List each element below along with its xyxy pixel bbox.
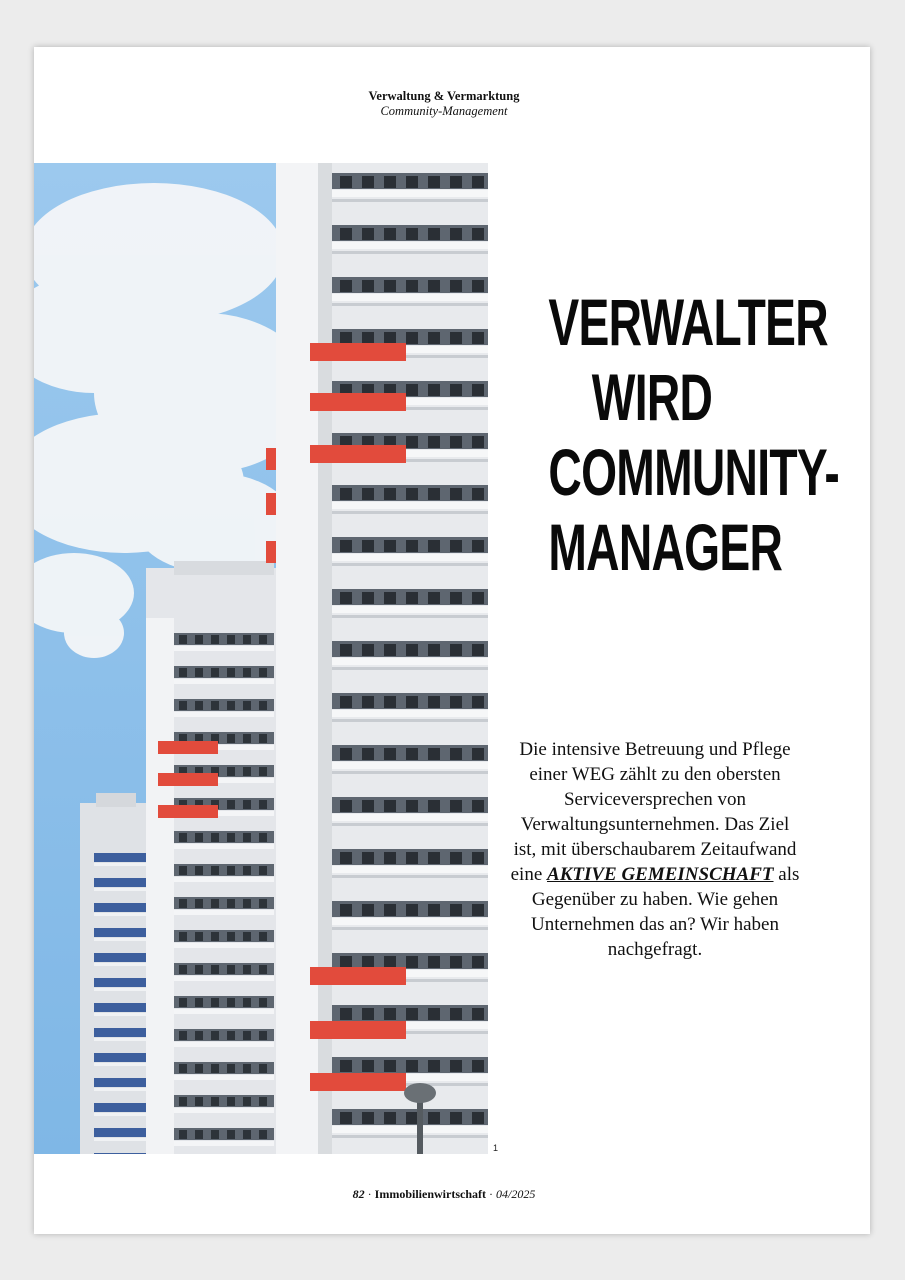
- magazine-page: [34, 47, 870, 1234]
- article-headline: [504, 285, 840, 585]
- headline-line: COMMUNITY-: [548, 435, 840, 509]
- street-lamp: [404, 1083, 436, 1103]
- section-rubric: Verwaltung & Vermarktung: [368, 89, 520, 103]
- footer-separator: ·: [367, 1187, 372, 1201]
- intro-text-start: Die intensive Betreuung und Pflege einer WEG zählt zu den obersten Serviceversprechen von Verwaltungsunternehmen. Das Ziel ist, mit überschaubarem Zeitaufwand eine: [510, 739, 797, 885]
- page-header: [34, 89, 854, 119]
- headline-line: MANAGER: [548, 510, 783, 584]
- issue-number: 04/2025: [495, 1187, 536, 1201]
- article-intro: [510, 737, 800, 962]
- section-subrubric: Community-Management: [380, 104, 508, 118]
- page-footer: [34, 1187, 854, 1202]
- intro-emphasis: AKTIVE GEMEINSCHAFT: [547, 864, 774, 885]
- headline-line: VERWALTER: [548, 285, 828, 359]
- footer-separator: ·: [488, 1187, 493, 1201]
- page-number: 82: [352, 1187, 365, 1201]
- photo-credit-marker: 1: [493, 1143, 499, 1153]
- building-photo: [34, 163, 488, 1154]
- high-rise-buildings-image: [34, 163, 488, 1154]
- intro-text-end: als Gegenüber zu haben. Wie gehen Unternehmen das an? Wir haben nachgefragt.: [531, 864, 800, 960]
- magazine-name: Immobilienwirtschaft: [374, 1187, 486, 1201]
- headline-line: WIRD: [591, 360, 713, 434]
